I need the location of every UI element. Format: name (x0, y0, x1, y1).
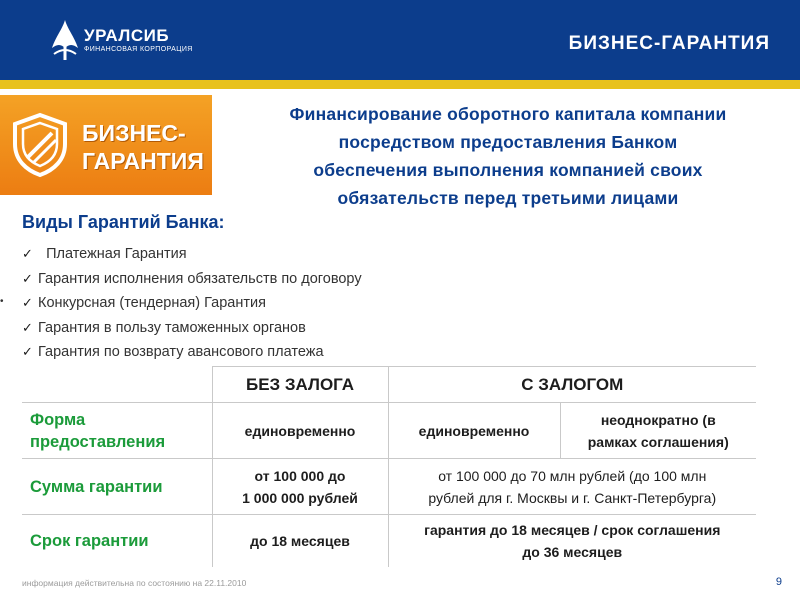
cell-term-no-collateral: до 18 месяцев (212, 515, 388, 567)
description-line: обеспечения выполнения компанией своих (313, 160, 703, 180)
cell-term-collateral (388, 515, 756, 567)
guarantee-types-list (22, 242, 362, 365)
badge-title (82, 119, 204, 175)
list-item-label: Конкурсная (тендерная) Гарантия (38, 295, 266, 312)
list-item (22, 340, 362, 365)
checkmark-icon: ✓ (22, 295, 33, 311)
cell-line: рамках соглашения) (587, 433, 729, 450)
cell-amount-no-collateral (212, 459, 388, 515)
guarantee-terms-table (22, 366, 756, 567)
page-number: 9 (775, 576, 782, 588)
logo-subtitle: ФИНАНСОВАЯ КОРПОРАЦИЯ (84, 46, 193, 53)
cell-amount-collateral (388, 459, 756, 515)
row-label-form (22, 403, 212, 459)
cell-form-collateral-b (560, 403, 756, 459)
list-item (22, 291, 362, 316)
uralsib-logo-icon (50, 18, 80, 62)
list-item (22, 267, 362, 292)
table-corner (22, 367, 212, 403)
column-header-collateral: С ЗАЛОГОМ (388, 367, 756, 403)
cell-line: неоднократно (в (600, 411, 716, 428)
table-row (22, 515, 756, 567)
row-label-term: Срок гарантии (22, 515, 212, 567)
header-bar (0, 0, 800, 80)
badge-line-1: БИЗНЕС- (82, 120, 186, 146)
table-row (22, 403, 756, 459)
row-label-line: предоставления (30, 432, 166, 451)
logo-name: УРАЛСИБ (84, 26, 170, 45)
page-title: БИЗНЕС-ГАРАНТИЯ (568, 33, 770, 54)
list-item-label: Гарантия исполнения обязательств по договору (38, 270, 362, 287)
cell-line: рублей для г. Москвы и г. Санкт-Петербурга) (428, 489, 717, 506)
description-line: обязательств перед третьими лицами (337, 188, 679, 208)
header-stripe (0, 80, 800, 89)
checkmark-icon: ✓ (22, 270, 33, 286)
row-label-line: Форма (30, 410, 86, 429)
product-description (218, 100, 798, 212)
shield-icon (10, 112, 70, 178)
table-row (22, 459, 756, 515)
cell-line: от 100 000 до 70 млн рублей (до 100 млн (438, 467, 707, 484)
side-marker-icon: • (0, 296, 4, 307)
badge-line-2: ГАРАНТИЯ (82, 148, 204, 174)
cell-form-collateral-a: единовременно (388, 403, 560, 459)
checkmark-icon: ✓ (22, 344, 33, 360)
row-label-amount: Сумма гарантии (22, 459, 212, 515)
description-line: Финансирование оборотного капитала компании (289, 104, 727, 124)
cell-line: 1 000 000 рублей (242, 489, 358, 506)
guarantee-types-heading: Виды Гарантий Банка: (22, 212, 225, 232)
table-header-row (22, 367, 756, 403)
product-badge (0, 95, 212, 195)
cell-line: от 100 000 до (254, 467, 346, 484)
column-header-no-collateral: БЕЗ ЗАЛОГА (212, 367, 388, 403)
checkmark-icon: ✓ (22, 246, 33, 262)
list-item-label: Платежная Гарантия (46, 246, 187, 263)
cell-line: до 36 месяцев (522, 543, 623, 560)
footer-note: информация действительна по состоянию на 22.11.2010 (22, 578, 247, 588)
list-item-label: Гарантия в пользу таможенных органов (38, 319, 306, 336)
description-line: посредством предоставления Банком (338, 132, 678, 152)
list-item-label: Гарантия по возврату авансового платежа (38, 344, 324, 361)
list-item (22, 242, 362, 267)
uralsib-logo (50, 18, 195, 62)
list-item (22, 316, 362, 341)
cell-form-no-collateral: единовременно (212, 403, 388, 459)
checkmark-icon: ✓ (22, 319, 33, 335)
cell-line: гарантия до 18 месяцев / срок соглашения (424, 521, 721, 538)
